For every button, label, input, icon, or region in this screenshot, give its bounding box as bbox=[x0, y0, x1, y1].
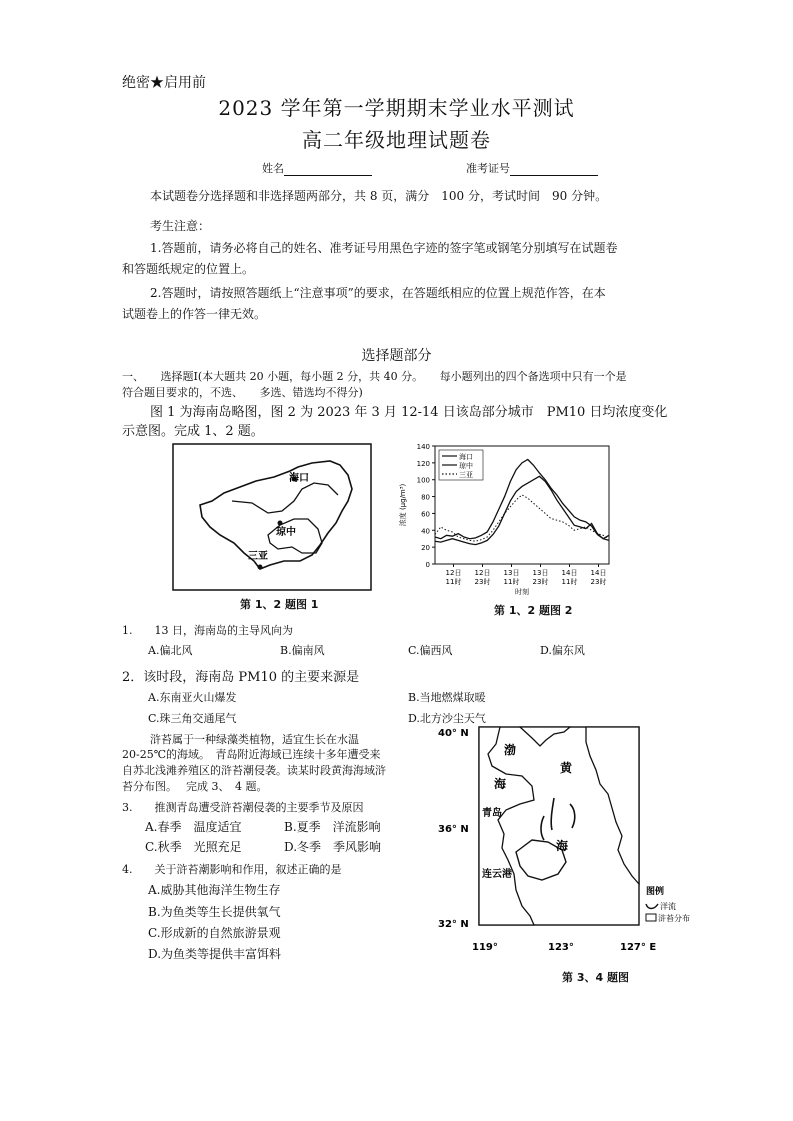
x-tick-label: 11时 bbox=[503, 578, 520, 586]
q3-option-a[interactable]: A.春季 温度适宜 bbox=[145, 820, 242, 834]
lat-32-label: 32° N bbox=[438, 919, 469, 930]
stem-q3-4-line4: 苔分布图。 完成 3、 4 题。 bbox=[122, 780, 268, 793]
series-line-三亚 bbox=[435, 495, 609, 541]
question-2-stem: 2．该时段，海南岛 PM10 的主要来源是 bbox=[122, 670, 360, 685]
x-tick-label: 23时 bbox=[590, 578, 607, 586]
fig34-caption: 第 3、4 题图 bbox=[562, 971, 629, 984]
legend-current-symbol bbox=[646, 904, 658, 909]
x-tick-label: 23时 bbox=[532, 578, 549, 586]
q3-option-b[interactable]: B.夏季 洋流影响 bbox=[284, 820, 381, 834]
stem-q1-2-cont: 示意图。完成 1、2 题。 bbox=[122, 424, 264, 439]
x-tick-label: 12日 bbox=[445, 569, 462, 577]
stem-q3-4-line3: 自苏北浅滩养殖区的浒苔潮侵袭。读某时段黄海海域浒 bbox=[122, 764, 386, 777]
q4-option-c[interactable]: C.形成新的自然旅游景观 bbox=[148, 926, 281, 940]
name-label: 姓名 bbox=[262, 162, 284, 175]
y-axis-label: 浓度 (μg/m³) bbox=[399, 483, 407, 527]
huanghai-label-1: 黄 bbox=[560, 761, 573, 775]
y-tick-label: 0 bbox=[425, 561, 430, 569]
x-tick-label: 14日 bbox=[561, 569, 578, 577]
y-tick-label: 140 bbox=[416, 443, 430, 451]
q4-option-d[interactable]: D.为鱼类等提供丰富饵料 bbox=[148, 947, 282, 961]
notice-item-1-cont: 和答题纸规定的位置上。 bbox=[122, 262, 255, 276]
q3-option-d[interactable]: D.冬季 季风影响 bbox=[284, 840, 382, 854]
section-instruction-cont: 符合题目要求的，不选、 多选、错选均不得分) bbox=[122, 386, 363, 399]
q4-option-a[interactable]: A.威胁其他海洋生物生存 bbox=[148, 883, 281, 897]
x-tick-label: 14日 bbox=[590, 569, 607, 577]
x-tick-label: 12日 bbox=[474, 569, 491, 577]
yellow-sea-map-figure bbox=[436, 724, 690, 954]
question-1-stem: 1. 13 日，海南岛的主导风向为 bbox=[122, 624, 293, 637]
fig2-caption: 第 1、2 题图 2 bbox=[494, 604, 573, 617]
y-tick-label: 60 bbox=[421, 510, 430, 519]
q4-option-b[interactable]: B.为鱼类等生长提供氧气 bbox=[148, 905, 281, 919]
intro-text: 本试题卷分选择题和非选择题两部分，共 8 页，满分 100 分，考试时间 90 分钟。 bbox=[150, 189, 608, 203]
y-tick-label: 120 bbox=[416, 459, 430, 468]
q2-option-d[interactable]: D.北方沙尘天气 bbox=[408, 712, 486, 725]
q1-option-d[interactable]: D.偏东风 bbox=[540, 644, 585, 657]
q2-option-a[interactable]: A.东南亚火山爆发 bbox=[148, 691, 237, 704]
lon-123-label: 123° bbox=[548, 942, 574, 953]
hainan-map-figure bbox=[172, 443, 372, 591]
y-tick-label: 40 bbox=[421, 527, 430, 536]
q1-option-b[interactable]: B.偏南风 bbox=[280, 644, 325, 657]
name-field[interactable] bbox=[262, 160, 372, 176]
q2-option-b[interactable]: B.当地燃煤取暖 bbox=[408, 691, 486, 704]
x-tick-label: 13日 bbox=[532, 569, 549, 577]
series-line-琼中 bbox=[435, 476, 609, 544]
sanya-label: 三亚 bbox=[248, 551, 268, 562]
stem-q3-4-line2: 20-25℃的海域。 青岛附近海域已连续十多年遭受来 bbox=[122, 748, 381, 761]
question-4-stem: 4. 关于浒苔潮影响和作用，叙述正确的是 bbox=[122, 863, 342, 876]
fig1-caption: 第 1、2 题图 1 bbox=[240, 598, 319, 611]
q3-option-c[interactable]: C.秋季 光照充足 bbox=[145, 840, 242, 854]
legend-algae-symbol bbox=[646, 914, 656, 921]
legend-label: 海口 bbox=[459, 453, 473, 461]
legend-label: 三亚 bbox=[459, 471, 473, 479]
pm10-line-chart bbox=[393, 438, 623, 598]
notice-item-2: 2.答题时，请按照答题纸上“注意事项”的要求，在答题纸相应的位置上规范作答，在本 bbox=[150, 286, 606, 300]
q2-option-c[interactable]: C.珠三角交通尾气 bbox=[148, 712, 237, 725]
qingdao-label: 青岛 bbox=[482, 808, 502, 819]
y-tick-label: 100 bbox=[416, 476, 430, 485]
bohai-label-2: 海 bbox=[494, 777, 507, 791]
y-tick-label: 20 bbox=[421, 544, 430, 553]
legend-label: 琼中 bbox=[459, 462, 473, 470]
stem-q1-2: 图 1 为海南岛略图，图 2 为 2023 年 3 月 12-14 日该岛部分城市 PM10 日均浓度变化 bbox=[150, 405, 668, 420]
x-tick-label: 23时 bbox=[474, 578, 491, 586]
x-axis-label: 时刻 bbox=[515, 588, 529, 596]
chart-axes bbox=[398, 443, 609, 596]
lat-40-label: 40° N bbox=[438, 728, 469, 739]
notice-item-1: 1.答题前，请务必将自己的姓名、准考证号用黑色字迹的签字笔或钢笔分别填写在试题卷 bbox=[150, 241, 618, 255]
qiongzhong-marker bbox=[278, 521, 283, 526]
confidential-mark: 绝密★启用前 bbox=[122, 75, 206, 91]
question-3-stem: 3. 推测青岛遭受浒苔潮侵袭的主要季节及原因 bbox=[122, 801, 364, 814]
notice-title: 考生注意： bbox=[150, 219, 211, 233]
y-tick-label: 80 bbox=[421, 493, 430, 502]
legend-algae-label: 浒苔分布 bbox=[658, 914, 690, 923]
huanghai-label-2: 海 bbox=[556, 839, 569, 853]
x-tick-label: 13日 bbox=[503, 569, 520, 577]
exam-subtitle: 高二年级地理试题卷 bbox=[302, 128, 491, 152]
notice-item-2-cont: 试题卷上的作答一律无效。 bbox=[122, 307, 267, 321]
lon-127-label: 127° E bbox=[620, 942, 657, 953]
lon-119-label: 119° bbox=[472, 942, 498, 953]
stem-q3-4-line1: 浒苔属于一种绿藻类植物，适宜生长在水温 bbox=[150, 733, 359, 746]
lianyungang-label: 连云港 bbox=[482, 869, 512, 880]
x-tick-label: 11时 bbox=[561, 578, 578, 586]
section-title: 选择题部分 bbox=[361, 348, 432, 364]
section-instruction: 一、 选择题Ⅰ(本大题共 20 小题，每小题 2 分，共 40 分。 每小题列出的四个备选项中只有一个是 bbox=[122, 370, 627, 383]
q1-option-a[interactable]: A.偏北风 bbox=[148, 644, 193, 657]
q1-option-c[interactable]: C.偏西风 bbox=[408, 644, 453, 657]
chart-legend bbox=[439, 450, 483, 480]
qiongzhong-label: 琼中 bbox=[276, 527, 296, 538]
bohai-label-1: 渤 bbox=[504, 743, 517, 757]
haikou-label: 海口 bbox=[289, 473, 309, 484]
legend-title: 图例 bbox=[646, 887, 665, 897]
exam-id-label: 准考证号 bbox=[466, 162, 510, 175]
exam-title: 2023 学年第一学期期末学业水平测试 bbox=[218, 96, 575, 120]
exam-id-field[interactable] bbox=[466, 160, 598, 176]
lat-36-label: 36° N bbox=[438, 824, 469, 835]
legend-current-label: 洋流 bbox=[660, 902, 676, 911]
x-tick-label: 11时 bbox=[445, 578, 462, 586]
sanya-marker bbox=[258, 565, 263, 570]
